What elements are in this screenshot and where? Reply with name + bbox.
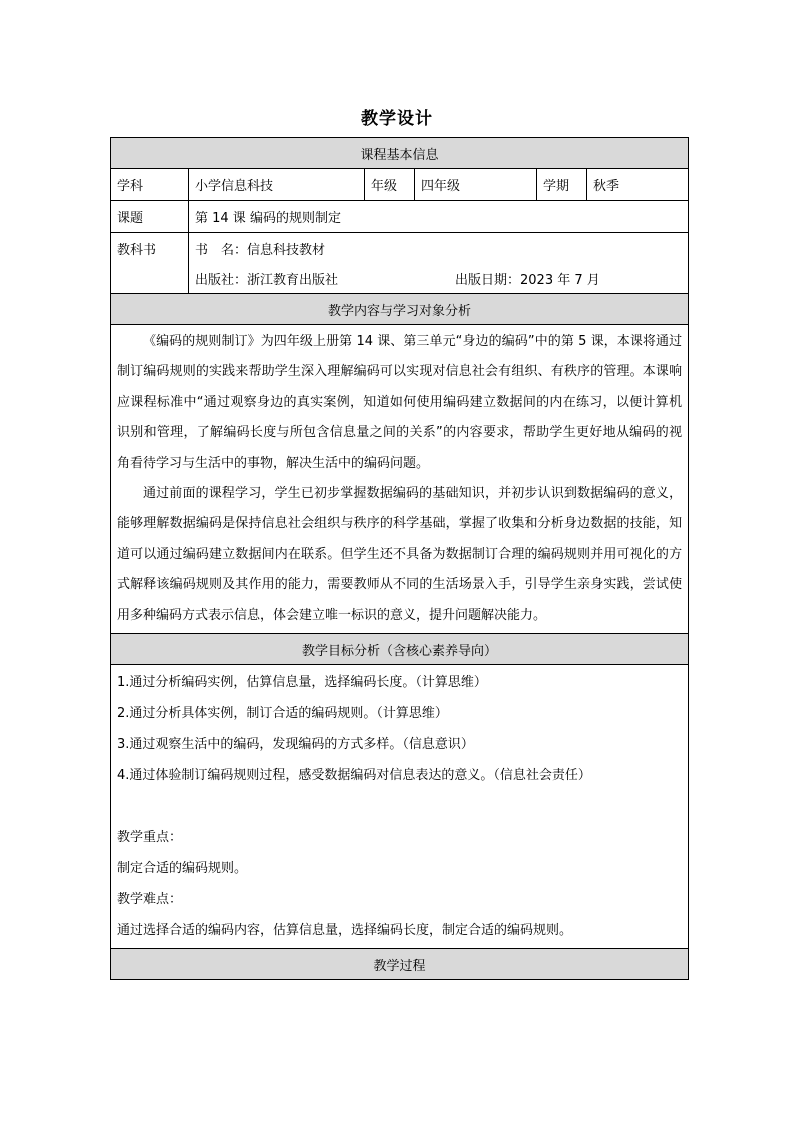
analysis-content-row: [111, 325, 689, 634]
key-point-value: 制定合适的编码规则。: [117, 861, 248, 877]
objective-item-1: 1.通过分析编码实例，估算信息量，选择编码长度。（计算思维）: [117, 675, 487, 691]
analysis-paragraph-2: 通过前面的课程学习，学生已初步掌握数据编码的基础知识，并初步认识到数据编码的意义，能够理解数据编码是保持信息社会组织与秩序的科学基础，掌握了收集和分析身边数据的技能，知道可以通过编码建立数据间内在联系。但学生还不具备为数据制订合理的编码规则并用可视化的方式解释该编码规则及其作用的能力，需要教师从不同的生活场景入手，引导学生亲身实践，尝试使用多种编码方式表示信息，体会建立唯一标识的意义，提升问题解决能力。: [117, 486, 683, 623]
difficulty-label: 教学难点：: [117, 892, 183, 908]
objective-item-3: 3.通过观察生活中的编码，发现编码的方式多样。（信息意识）: [117, 737, 474, 753]
analysis-paragraph-1: 《编码的规则制订》为四年级上册第 14 课、第三单元“身边的编码”中的第 5 课，本课将通过制订编码规则的实践来帮助学生深入理解编码可以实现对信息社会有组织、有秩序的管理。本课响应课程标准中“通过观察身边的真实案例，知道如何使用编码建立数据间的内在练习，以便计算机识别和管理，了解编码长度与所包含信息量之间的关系”的内容要求，帮助学生更好地从编码的视角看待学习与生活中的事物，解决生活中的编码问题。: [117, 334, 683, 471]
process-header: 教学过程: [111, 949, 689, 980]
book-name-line: [195, 233, 682, 263]
textbook-row: [111, 233, 689, 294]
subject-value: 小学信息科技: [189, 169, 365, 201]
analysis-content: [111, 325, 689, 634]
basic-info-header: 课程基本信息: [111, 138, 689, 169]
objectives-header: 教学目标分析（含核心素养导向）: [111, 634, 689, 665]
blank-spacer: [117, 791, 682, 822]
grade-value: 四年级: [415, 169, 537, 201]
difficulty-value: 通过选择合适的编码内容，估算信息量，选择编码长度，制定合适的编码规则。: [117, 923, 573, 939]
lesson-row: [111, 201, 689, 233]
key-point-label: 教学重点：: [117, 830, 183, 846]
basic-info-header-row: [111, 138, 689, 169]
term-label: 学期: [537, 169, 587, 201]
publish-date: 出版日期：2023 年 7 月: [455, 272, 600, 288]
subject-label: 学科: [111, 169, 189, 201]
lesson-label: 课题: [111, 201, 189, 233]
objectives-content-row: [111, 665, 689, 949]
textbook-info: [189, 233, 689, 294]
objective-item-4: 4.通过体验制订编码规则过程，感受数据编码对信息表达的意义。（信息社会责任）: [117, 768, 591, 784]
lesson-plan-table: [110, 137, 689, 980]
term-value: 秋季: [587, 169, 689, 201]
grade-label: 年级: [365, 169, 415, 201]
book-name: 书 名：信息科技教材: [195, 242, 326, 258]
process-header-row: [111, 949, 689, 980]
subject-row: [111, 169, 689, 201]
textbook-label: 教科书: [111, 233, 189, 294]
objectives-header-row: [111, 634, 689, 665]
publisher-line: [195, 263, 682, 293]
document-title: 教学设计: [361, 109, 433, 129]
lesson-value: 第 14 课 编码的规则制定: [189, 201, 689, 233]
objectives-content: [111, 665, 689, 949]
publisher: 出版社：浙江教育出版社: [195, 272, 339, 288]
analysis-header-row: [111, 294, 689, 325]
analysis-header: 教学内容与学习对象分析: [111, 294, 689, 325]
objective-item-2: 2.通过分析具体实例，制订合适的编码规则。（计算思维）: [117, 706, 448, 722]
